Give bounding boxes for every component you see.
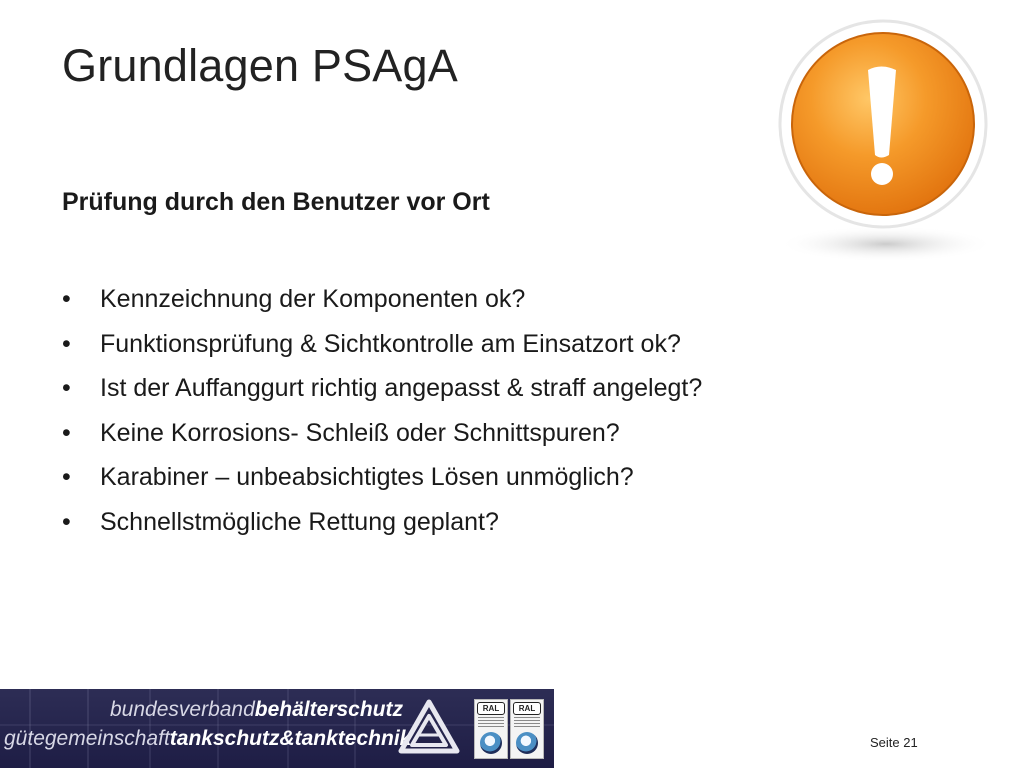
- footer-banner: [0, 689, 554, 768]
- bullet-text: Keine Korrosions- Schleiß oder Schnittspuren?: [100, 418, 620, 447]
- ral-quality-seal: [510, 699, 544, 759]
- bullet-item: [62, 277, 702, 322]
- exclamation-warning-icon: [768, 12, 1000, 264]
- bullet-text: Ist der Auffanggurt richtig angepasst & straff angelegt?: [100, 374, 703, 402]
- banner-line2-prefix: gütegemeinschaft: [4, 727, 170, 750]
- bullet-text: Karabiner – unbeabsichtigtes Lösen unmöglich?: [100, 463, 634, 491]
- bullet-item: [62, 411, 702, 456]
- bullet-item: [62, 322, 702, 367]
- ral-quality-seal: [474, 699, 508, 759]
- bullet-text: Kennzeichnung der Komponenten ok?: [100, 285, 526, 313]
- bullet-text: Funktionsprüfung & Sichtkontrolle am Einsatzort ok?: [100, 329, 681, 358]
- banner-organization-line: [110, 698, 403, 722]
- bullet-item: [62, 366, 702, 411]
- bullet-symbol: •: [62, 374, 71, 402]
- ral-label: RAL: [513, 702, 541, 715]
- ral-seal-emblem-icon: [516, 732, 538, 754]
- banner-line1-bold: behälterschutz: [254, 698, 403, 721]
- bullet-symbol: •: [62, 329, 71, 358]
- banner-line2-bold: tankschutz&tanktechnik: [169, 727, 412, 750]
- page-number: Seite 21: [870, 735, 918, 750]
- bullet-symbol: •: [62, 418, 71, 447]
- ral-seal-text-lines: [514, 717, 540, 729]
- bullet-symbol: •: [62, 285, 71, 313]
- bullet-item: [62, 455, 702, 500]
- ral-label: RAL: [477, 702, 505, 715]
- bullet-symbol: •: [62, 463, 71, 491]
- bullet-item: [62, 500, 702, 545]
- bullet-symbol: •: [62, 507, 71, 536]
- banner-line1-prefix: bundesverband: [110, 698, 255, 721]
- triangle-logo-icon: [398, 699, 460, 755]
- banner-association-line: [4, 727, 411, 751]
- ral-seal-emblem-icon: [480, 732, 502, 754]
- bullet-list: [62, 277, 702, 544]
- ral-seal-text-lines: [478, 717, 504, 729]
- slide-title: Grundlagen PSAgA: [62, 40, 458, 91]
- bullet-text: Schnellstmögliche Rettung geplant?: [100, 507, 499, 536]
- section-subheading: Prüfung durch den Benutzer vor Ort: [62, 188, 490, 216]
